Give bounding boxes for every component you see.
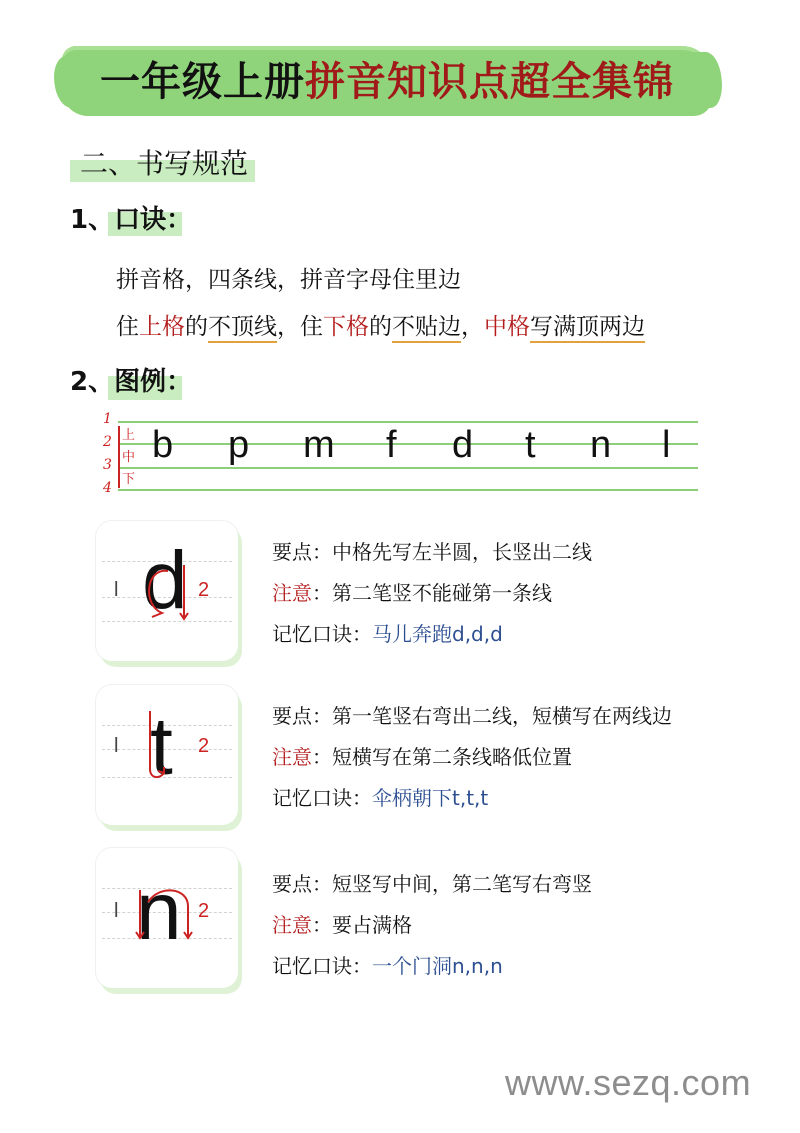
tip-key-d: 要点：中格先写左半圆，长竖出二线 bbox=[272, 540, 592, 564]
rhyme-line-1: 拼音格，四条线，拼音字母住里边 bbox=[116, 267, 461, 293]
sub-heading-diagram: 2、图例： bbox=[70, 367, 193, 397]
stroke-number-1: l bbox=[114, 735, 119, 757]
rhyme-segment: 上格 bbox=[139, 314, 185, 340]
zone-label-upper: 上 bbox=[122, 428, 136, 443]
rhyme-segment: 下格 bbox=[323, 314, 369, 340]
rhyme-segment: 写满顶两边 bbox=[530, 314, 645, 343]
letter-card-d bbox=[96, 521, 238, 661]
staff-line-4 bbox=[118, 489, 698, 491]
tip-key-t: 要点：第一笔竖右弯出二线，短横写在两线边 bbox=[272, 704, 672, 728]
line-number: 3 bbox=[103, 457, 112, 473]
tip-key-n: 要点：短竖写中间，第二笔写右弯竖 bbox=[272, 872, 592, 896]
staff-letter-l: l bbox=[662, 424, 671, 466]
watermark: www.sezq.com bbox=[505, 1062, 752, 1103]
tip-memo-t: 记忆口诀：伞柄朝下t,t,t bbox=[272, 786, 489, 810]
line-number: 2 bbox=[103, 434, 112, 450]
stroke-number-1: l bbox=[114, 900, 119, 922]
sub-heading-rhyme: 1、口诀： bbox=[70, 205, 193, 235]
title-part2: 拼音知识点超全集锦 bbox=[305, 59, 674, 105]
rhyme-segment: 的 bbox=[369, 314, 392, 340]
stroke-arrow-icon bbox=[134, 884, 204, 944]
rhyme-segment: 不顶线 bbox=[208, 314, 277, 343]
rhyme-segment: 不贴边 bbox=[392, 314, 461, 343]
card-letter: n bbox=[136, 866, 182, 957]
stroke-number-1: l bbox=[114, 579, 119, 601]
stroke-number-2: 2 bbox=[198, 735, 210, 757]
tip-memo-n: 记忆口诀：一个门洞n,n,n bbox=[272, 954, 503, 978]
letter-card-n bbox=[96, 848, 238, 988]
staff-letter-f: f bbox=[386, 424, 397, 466]
stroke-number-2: 2 bbox=[198, 900, 210, 922]
rhyme-segment: 中格 bbox=[484, 314, 530, 340]
line-number: 1 bbox=[103, 411, 112, 427]
staff-letter-t: t bbox=[525, 424, 536, 466]
tip-note-d: 注意：第二笔竖不能碰第一条线 bbox=[272, 581, 552, 605]
zone-bracket bbox=[118, 426, 120, 488]
rhyme-segment: 的 bbox=[185, 314, 208, 340]
staff-letter-b: b bbox=[152, 424, 174, 466]
staff-letter-d: d bbox=[452, 424, 474, 466]
stroke-arrow-icon bbox=[142, 707, 182, 783]
rhyme-segment: 住 bbox=[116, 314, 139, 340]
staff-line-3 bbox=[118, 467, 698, 469]
card-letter: t bbox=[150, 701, 173, 792]
zone-label-lower: 下 bbox=[122, 472, 136, 487]
line-number: 4 bbox=[103, 480, 112, 496]
rhyme-segment: ，住 bbox=[277, 314, 323, 340]
staff-line-1 bbox=[118, 421, 698, 423]
zone-label-middle: 中 bbox=[122, 450, 136, 465]
rhyme-line-2 bbox=[116, 310, 645, 344]
tip-memo-d: 记忆口诀：马儿奔跑d,d,d bbox=[272, 622, 503, 646]
section-title: 二、书写规范 bbox=[80, 147, 249, 180]
tip-note-t: 注意：短横写在第二条线略低位置 bbox=[272, 745, 572, 769]
title-part1: 一年级上册 bbox=[100, 59, 305, 105]
page-title bbox=[62, 54, 712, 110]
stroke-number-2: 2 bbox=[198, 579, 210, 601]
staff-letter-n: n bbox=[590, 424, 612, 466]
letter-card-t bbox=[96, 685, 238, 825]
staff-letter-p: p bbox=[228, 424, 250, 466]
staff-letter-m: m bbox=[303, 424, 335, 466]
rhyme-segment: ， bbox=[461, 314, 484, 340]
card-letter: d bbox=[142, 535, 188, 626]
tip-note-n: 注意：要占满格 bbox=[272, 913, 412, 937]
